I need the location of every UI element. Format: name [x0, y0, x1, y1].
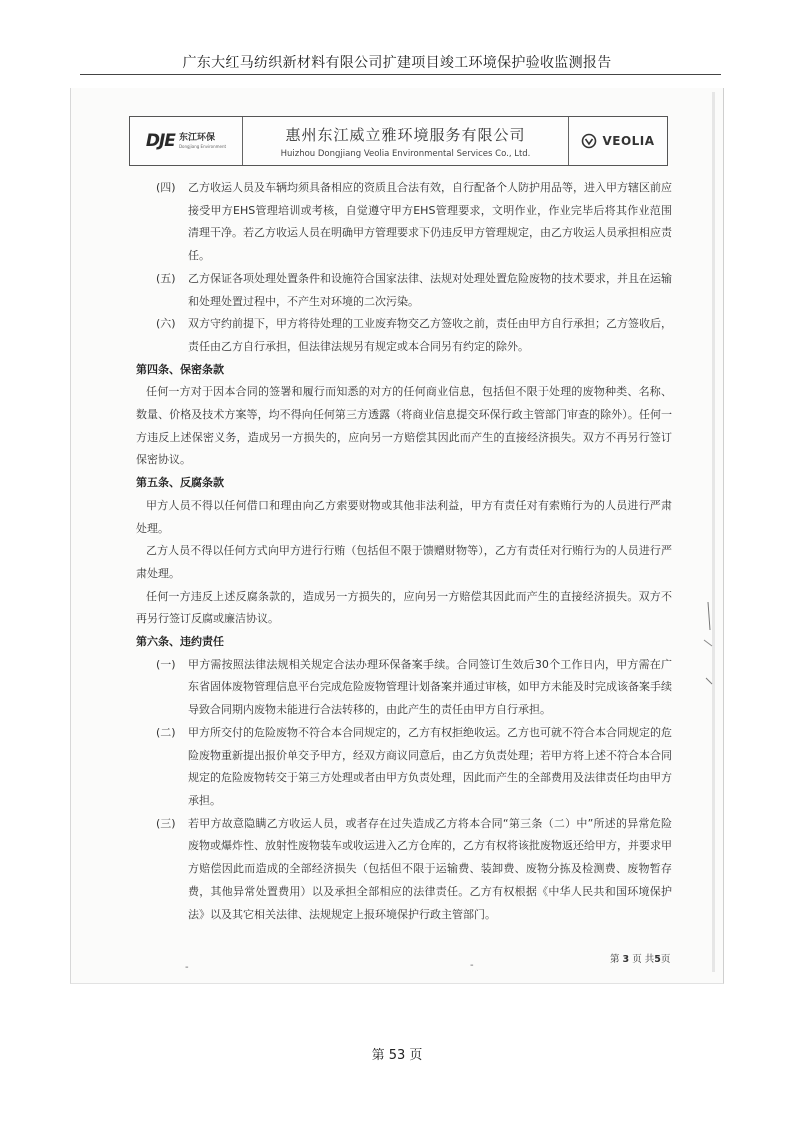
report-header-title: 广东大红马纺织新材料有限公司扩建项目竣工环境保护验收监测报告 [182, 55, 612, 71]
margin-pen-marks [700, 600, 716, 701]
list-item: (三) 若甲方故意隐瞒乙方收运人员，或者存在过失造成乙方将本合同“第三条（二）中”所述的异常危险废物或爆炸性、放射性废物装车或收运进入乙方仓库的，乙方有权将该批废物返还给甲方，并要求甲方赔偿因此而造成的全部经济损失（包括但不限于运输费、装卸费、废物分拣及检测费、废物暂存费，其他异常处置费用）以及承担全部相应的法律责任。乙方有权根据《中华人民共和国环境保护法》以及其它相关法律、法规规定上报环境保护行政主管部门。 [156, 816, 672, 921]
header-divider [80, 74, 721, 75]
list-item: (六) 双方守约前提下，甲方将待处理的工业废弃物交乙方签收之前，责任由甲方自行承担；乙方签收后，责任由乙方自行承担，但法律法规另有规定或本合同另有约定的除外。 [156, 317, 672, 353]
dje-logo-cn: 东江环保 [178, 132, 215, 143]
pen-stroke-icon [700, 600, 716, 690]
veolia-icon [581, 133, 597, 149]
scan-speck: - [185, 962, 189, 973]
paragraph: 任何一方违反上述反腐条款的，造成另一方损失的，应向另一方赔偿其因此而产生的直接经济损失。双方不再另行签订反腐或廉洁协议。 [136, 589, 672, 626]
contract-page-counter: 第 3 页 共5页 [610, 954, 671, 965]
section-heading: 第四条、保密条款 [136, 362, 224, 376]
paragraph: 任何一方对于因本合同的签署和履行而知悉的对方的任何商业信息，包括但不限于处理的废物种类、名称、数量、价格及技术方案等，均不得向任何第三方透露（将商业信息提交环保行政主管部门审查的除外）。任何一方违反上述保密义务，造成另一方损失的，应向另一方赔偿其因此而产生的直接经济损失。双方不再另行签订保密协议。 [136, 385, 672, 467]
list-item: (二) 甲方所交付的危险废物不符合本合同规定的，乙方有权拒绝收运。乙方也可就不符合本合同规定的危险废物重新提出报价单交予甲方，经双方商议同意后，由乙方负责处理；若甲方将上述不符合本合同规定的危险废物转交于第三方处理或者由甲方负责处理，因此而产生的全部费用及法律责任均由甲方承担。 [156, 725, 672, 807]
contract-body [136, 177, 676, 926]
paragraph: 乙方人员不得以任何方式向甲方进行行贿（包括但不限于馈赠财物等），乙方有责任对行贿行为的人员进行严肃处理。 [136, 544, 672, 580]
paragraph: 甲方人员不得以任何借口和理由向乙方索要财物或其他非法利益，甲方有责任对有索贿行为的人员进行严肃处理。 [136, 498, 672, 535]
report-page-number: 第 53 页 [371, 1048, 423, 1063]
veolia-wordmark: VEOLIA [602, 134, 655, 148]
veolia-logo [568, 117, 667, 165]
dje-logo-mark: DJE [145, 131, 175, 151]
section-heading: 第五条、反腐条款 [136, 476, 224, 490]
list-item: (四) 乙方收运人员及车辆均须具备相应的资质且合法有效，自行配备个人防护用品等，进入甲方辖区前应接受甲方EHS管理培训或考核，自觉遵守甲方EHS管理要求，文明作业，作业完毕后将其作业范围清理干净。若乙方收运人员在明确甲方管理要求下仍违反甲方管理规定，由乙方收运人员承担相应责任。 [156, 181, 672, 263]
scan-edge-shadow [712, 92, 715, 972]
dongjiang-logo [130, 117, 243, 165]
section-heading: 第六条、违约责任 [136, 635, 224, 649]
scan-speck: - [470, 960, 474, 971]
list-item: (五) 乙方保证各项处理处置条件和设施符合国家法律、法规对处理处置危险废物的技术要求，并且在运输和处理处置过程中，不产生对环境的二次污染。 [156, 271, 672, 308]
company-name-block [243, 117, 568, 165]
list-item: (一) 甲方需按照法律法规相关规定合法办理环保备案手续。合同签订生效后30个工作日内，甲方需在广东省固体废物管理信息平台完成危险废物管理计划备案并通过审核，如甲方未能及时完成该备案手续导致合同期内废物未能进行合法转移的，由此产生的责任由甲方自行承担。 [156, 657, 672, 717]
dje-logo-en: Dongjiang Environment [178, 143, 227, 149]
company-name-cn: 惠州东江威立雅环境服务有限公司 [285, 125, 526, 144]
letterhead-banner [129, 116, 668, 166]
company-name-en: Huizhou Dongjiang Veolia Environmental Services Co., Ltd. [280, 148, 531, 159]
